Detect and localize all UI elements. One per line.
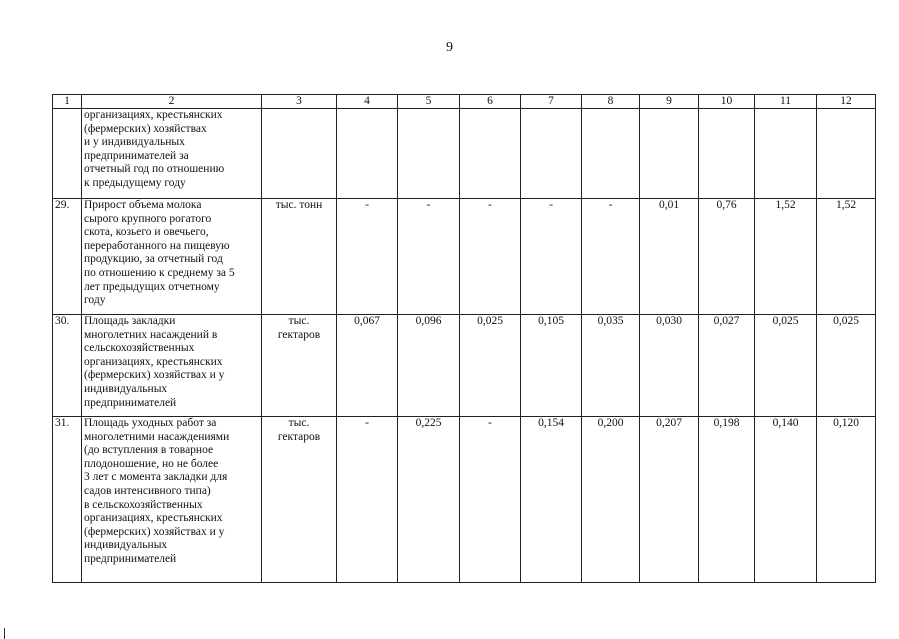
indicator-name-text: Прирост объема молока сырого крупного рогатого скота, козьего и овечьего, переработанного на пищевую продукцию, за отчетный год по отношению к среднему за 5 лет предыдущих отчетному году bbox=[84, 199, 235, 307]
row-number: 31. bbox=[53, 417, 82, 583]
table-header-row bbox=[53, 95, 876, 109]
value-cell: 0,198 bbox=[699, 417, 755, 583]
header-cell: 11 bbox=[755, 95, 817, 109]
page-number: 9 bbox=[446, 40, 453, 55]
indicator-name bbox=[82, 315, 262, 417]
value-cell: 0,027 bbox=[699, 315, 755, 417]
value-cell: 0,01 bbox=[640, 199, 699, 315]
table-row bbox=[53, 417, 876, 583]
unit-cell bbox=[262, 109, 337, 199]
indicator-name bbox=[82, 109, 262, 199]
header-cell: 8 bbox=[582, 95, 640, 109]
header-cell: 1 bbox=[53, 95, 82, 109]
value-cell bbox=[521, 109, 582, 199]
value-cell: 0,207 bbox=[640, 417, 699, 583]
header-cell: 6 bbox=[460, 95, 521, 109]
indicator-name bbox=[82, 417, 262, 583]
value-cell: 1,52 bbox=[817, 199, 876, 315]
header-cell: 9 bbox=[640, 95, 699, 109]
table-row bbox=[53, 199, 876, 315]
unit-text: тыс. тонн bbox=[275, 199, 323, 211]
value-cell: 0,140 bbox=[755, 417, 817, 583]
unit-cell bbox=[262, 199, 337, 315]
value-cell: 0,025 bbox=[460, 315, 521, 417]
value-cell bbox=[398, 109, 460, 199]
header-cell: 4 bbox=[337, 95, 398, 109]
value-cell: 1,52 bbox=[755, 199, 817, 315]
value-cell: - bbox=[398, 199, 460, 315]
header-cell: 2 bbox=[82, 95, 262, 109]
value-cell: 0,096 bbox=[398, 315, 460, 417]
value-cell bbox=[755, 109, 817, 199]
value-cell: 0,76 bbox=[699, 199, 755, 315]
value-cell bbox=[699, 109, 755, 199]
value-cell: 0,225 bbox=[398, 417, 460, 583]
indicator-name-text: организациях, крестьянских (фермерских) хозяйствах и у индивидуальных предпринимателей за отчетный год по отношению к предыдущему году bbox=[84, 109, 225, 189]
value-cell: - bbox=[337, 417, 398, 583]
value-cell: 0,030 bbox=[640, 315, 699, 417]
value-cell: 0,200 bbox=[582, 417, 640, 583]
indicator-name-text: Площадь закладки многолетних насаждений в сельскохозяйственных организациях, крестьянских (фермерских) хозяйствах и у индивидуальных предпринимателей bbox=[84, 315, 225, 409]
indicator-name-text: Площадь уходных работ за многолетними насаждениями (до вступления в товарное плодоношение, но не более 3 лет с момента закладки для садов интенсивного типа) в сельскохозяйственных организациях, крестьянских (фермерских) хозяйствах и у индивидуальных предпринимателей bbox=[84, 417, 230, 565]
unit-text: тыс. гектаров bbox=[277, 315, 321, 341]
header-cell: 7 bbox=[521, 95, 582, 109]
value-cell: - bbox=[582, 199, 640, 315]
value-cell: 0,120 bbox=[817, 417, 876, 583]
row-number: 29. bbox=[53, 199, 82, 315]
value-cell: 0,025 bbox=[755, 315, 817, 417]
value-cell: 0,067 bbox=[337, 315, 398, 417]
value-cell: - bbox=[521, 199, 582, 315]
indicator-name bbox=[82, 199, 262, 315]
indicators-table bbox=[52, 94, 876, 583]
value-cell bbox=[460, 109, 521, 199]
header-cell: 5 bbox=[398, 95, 460, 109]
header-cell: 12 bbox=[817, 95, 876, 109]
value-cell: - bbox=[460, 417, 521, 583]
value-cell bbox=[817, 109, 876, 199]
value-cell: 0,154 bbox=[521, 417, 582, 583]
unit-cell bbox=[262, 417, 337, 583]
value-cell: - bbox=[337, 199, 398, 315]
value-cell: 0,035 bbox=[582, 315, 640, 417]
header-cell: 3 bbox=[262, 95, 337, 109]
table-row bbox=[53, 109, 876, 199]
unit-text: тыс. гектаров bbox=[277, 417, 321, 443]
value-cell bbox=[337, 109, 398, 199]
value-cell: 0,025 bbox=[817, 315, 876, 417]
value-cell: 0,105 bbox=[521, 315, 582, 417]
scan-margin-mark bbox=[4, 628, 5, 639]
table-row bbox=[53, 315, 876, 417]
header-cell: 10 bbox=[699, 95, 755, 109]
row-number: 30. bbox=[53, 315, 82, 417]
value-cell: - bbox=[460, 199, 521, 315]
row-number bbox=[53, 109, 82, 199]
value-cell bbox=[640, 109, 699, 199]
unit-cell bbox=[262, 315, 337, 417]
value-cell bbox=[582, 109, 640, 199]
